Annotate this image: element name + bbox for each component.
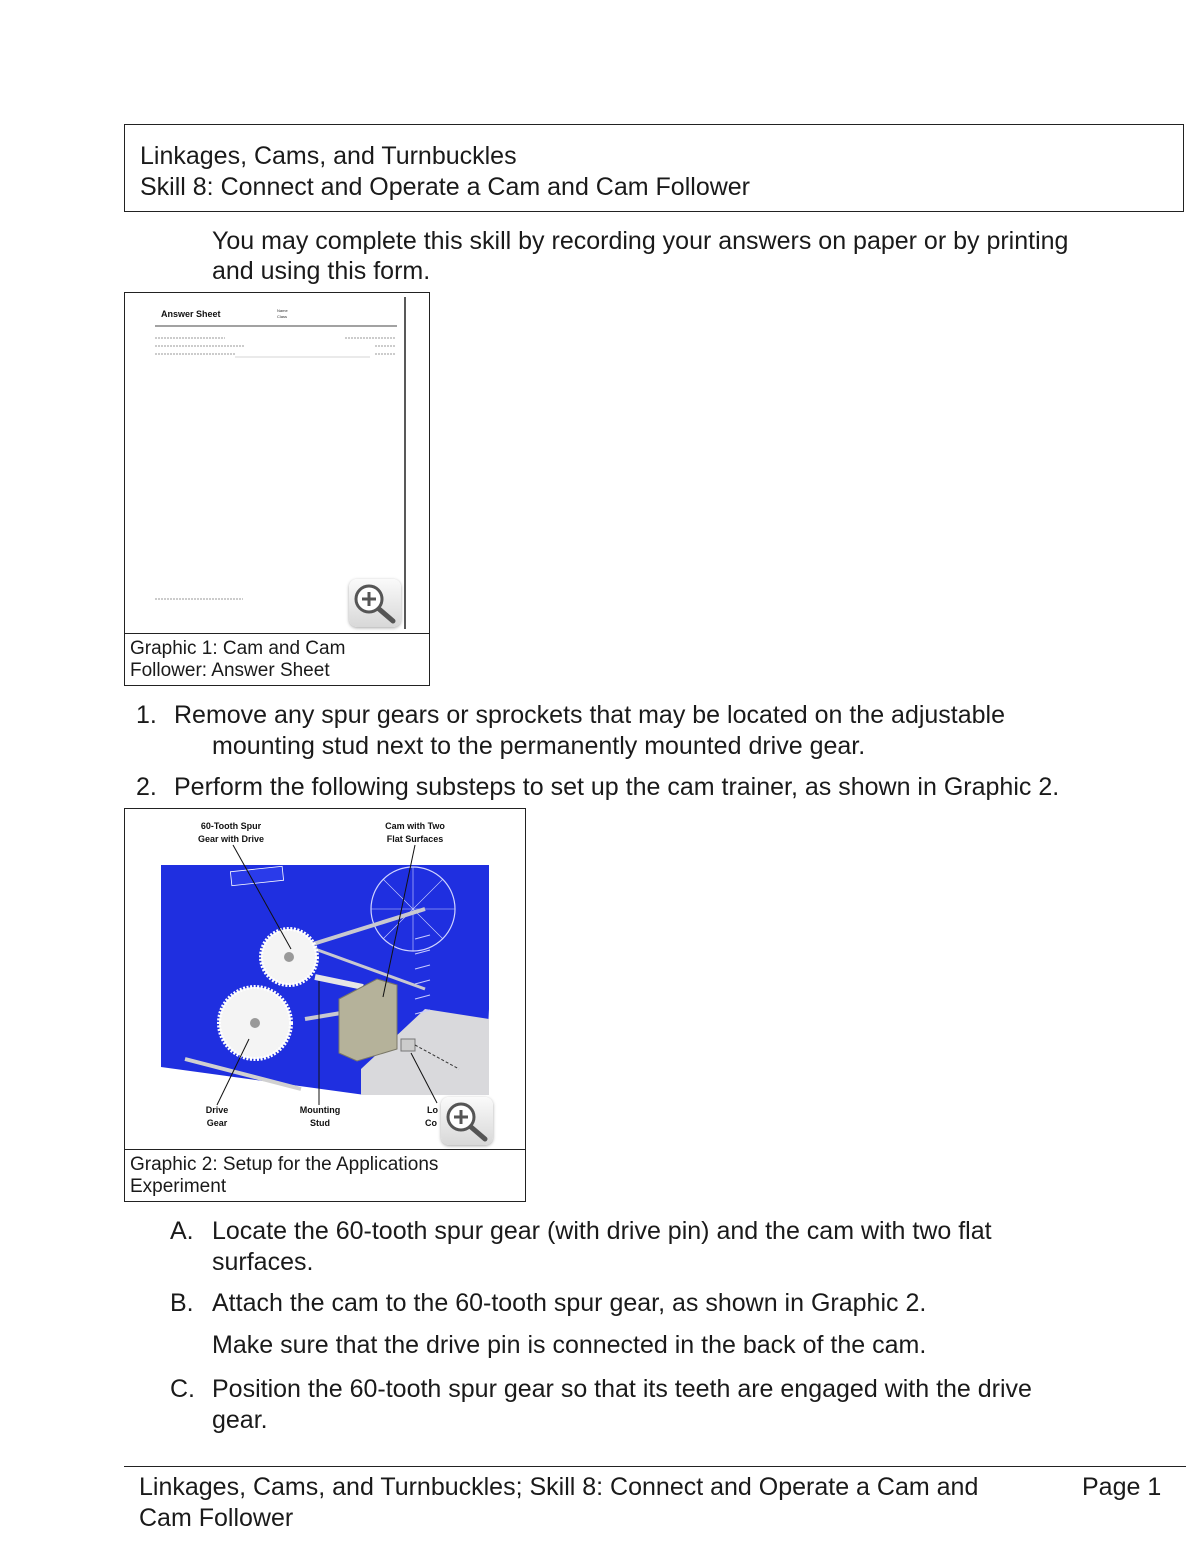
- graphic-2-caption: [125, 1149, 525, 1201]
- substep-text-cont: surfaces.: [212, 1248, 314, 1276]
- footer-line: Linkages, Cams, and Turnbuckles; Skill 8: Connect and Operate a Cam and: [139, 1473, 979, 1501]
- caption-line: Follower: Answer Sheet: [130, 660, 330, 681]
- document-header: [124, 124, 1184, 212]
- zoom-graphic-1-button[interactable]: [349, 579, 401, 627]
- label-drive-gear: Gear: [206, 1118, 228, 1128]
- caption-line: Graphic 2: Setup for the Applications: [130, 1154, 439, 1175]
- substep-c: [170, 1374, 1170, 1436]
- substep-b-note: Make sure that the drive pin is connected in the back of the cam.: [212, 1331, 927, 1359]
- zoom-graphic-2-button[interactable]: [441, 1097, 493, 1145]
- label-mounting-stud: Stud: [310, 1118, 330, 1128]
- step-text: Perform the following substeps to set up the cam trainer, as shown in Graphic 2.: [174, 773, 1060, 801]
- step-1: [136, 700, 1176, 762]
- intro-text: [212, 226, 1172, 286]
- label-mounting-stud: Mounting: [299, 1105, 341, 1115]
- step-number: 1.: [136, 701, 157, 729]
- label-spur-gear: 60-Tooth Spur: [200, 821, 262, 831]
- substep-letter: C.: [170, 1375, 195, 1403]
- caption-line: Experiment: [130, 1176, 227, 1197]
- footer-title: [139, 1472, 1069, 1534]
- substep-b: [170, 1288, 1170, 1319]
- graphic-2: [124, 808, 526, 1202]
- magnifier-plus-icon: [441, 1097, 493, 1145]
- intro-line-2: and using this form.: [212, 257, 431, 285]
- label-drive-gear: Drive: [205, 1105, 229, 1115]
- sheet-name-label: Name: [277, 308, 288, 313]
- intro-line-1: You may complete this skill by recording your answers on paper or by printing: [212, 227, 1069, 255]
- sheet-title: Answer Sheet: [161, 309, 221, 319]
- label-follower: Co: [425, 1118, 437, 1128]
- caption-line: Graphic 1: Cam and Cam: [130, 638, 346, 659]
- footer-line: Cam Follower: [139, 1504, 294, 1532]
- substep-letter: A.: [170, 1217, 194, 1245]
- graphic-1-caption: [125, 633, 429, 685]
- course-title: Linkages, Cams, and Turnbuckles: [140, 142, 517, 170]
- substep-text: Locate the 60-tooth spur gear (with drive pin) and the cam with two flat: [212, 1217, 992, 1245]
- footer-divider: [124, 1466, 1186, 1467]
- substep-text: Position the 60-tooth spur gear so that its teeth are engaged with the drive: [212, 1375, 1032, 1403]
- label-follower: Lo: [427, 1105, 438, 1115]
- magnifier-plus-icon: [349, 579, 401, 627]
- substep-a: [170, 1216, 1170, 1278]
- substep-letter: B.: [170, 1289, 194, 1317]
- label-cam: Flat Surfaces: [386, 834, 444, 844]
- step-text-cont: mounting stud next to the permanently mounted drive gear.: [212, 732, 866, 760]
- step-text: Remove any spur gears or sprockets that may be located on the adjustable: [174, 701, 1006, 729]
- skill-title: Skill 8: Connect and Operate a Cam and Cam Follower: [140, 173, 751, 201]
- substep-text: Attach the cam to the 60-tooth spur gear, as shown in Graphic 2.: [212, 1289, 927, 1317]
- step-number: 2.: [136, 773, 157, 801]
- graphic-1: [124, 292, 430, 686]
- substep-text-cont: gear.: [212, 1406, 268, 1434]
- label-spur-gear: Gear with Drive: [197, 834, 265, 844]
- label-cam: Cam with Two: [385, 821, 445, 831]
- step-2: [136, 772, 1176, 803]
- sheet-class-label: Class: [277, 314, 288, 319]
- page-number: Page 1: [1082, 1473, 1162, 1501]
